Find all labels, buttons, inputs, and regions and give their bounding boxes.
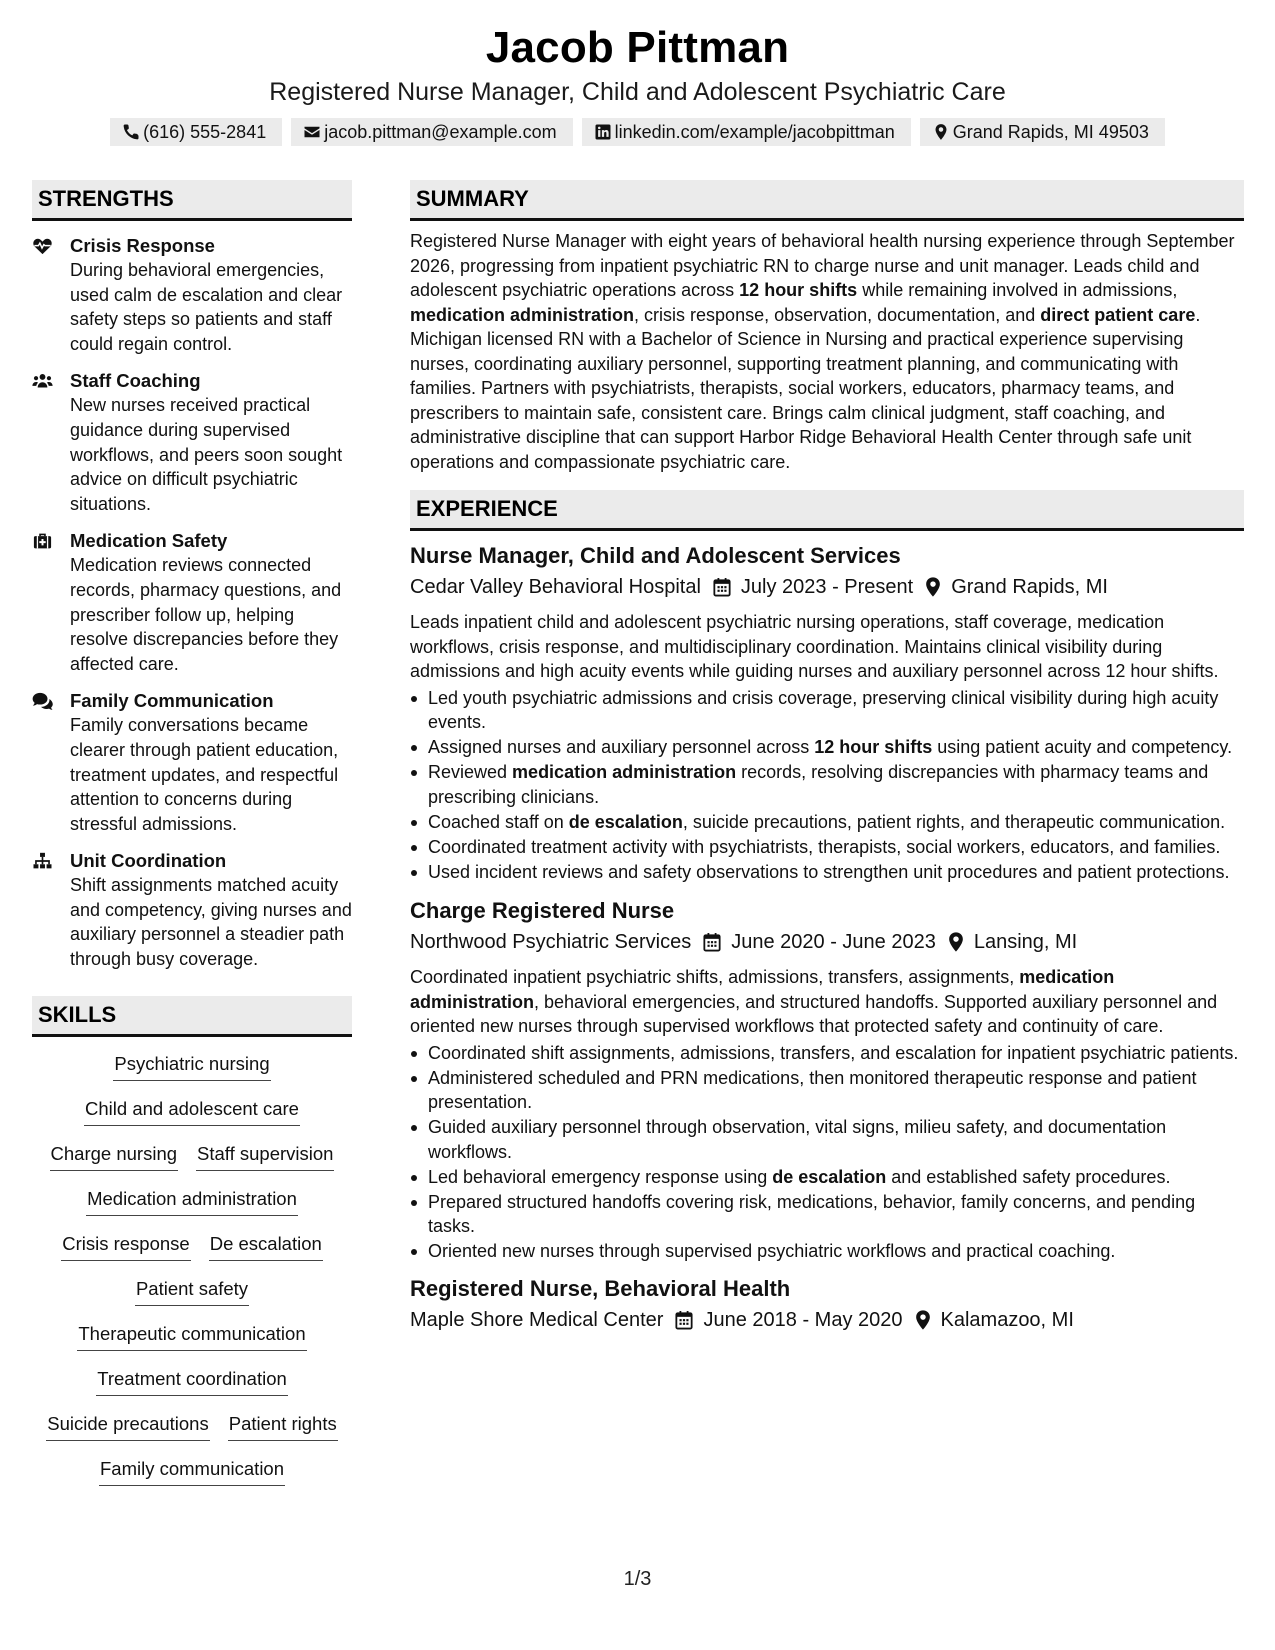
skills-list — [32, 1051, 352, 1501]
strength-desc: Family conversations became clearer through patient education, treatment updates, and respectful attention to concerns during stressful admissions. — [70, 715, 339, 834]
job-dates: July 2023 - Present — [740, 576, 914, 598]
linkedin-icon — [594, 123, 612, 141]
skill-tag: Medication administration — [86, 1186, 298, 1216]
skill-row — [86, 1186, 298, 1231]
bullet-item: Guided auxiliary personnel through observation, vital signs, milieu safety, and documentation workflows. — [410, 1115, 1244, 1164]
bullet-item: Prepared structured handoffs covering risk, medications, behavior, family concerns, and pending tasks. — [410, 1190, 1244, 1239]
job-bullets — [410, 686, 1244, 885]
skill-row — [50, 1141, 335, 1186]
calendar-icon — [713, 577, 731, 597]
job-meta — [410, 1305, 1244, 1335]
map-pin-icon — [925, 577, 941, 597]
summary-heading: SUMMARY — [410, 180, 1244, 221]
skill-tag: Treatment coordination — [96, 1366, 288, 1396]
contact-bar — [0, 118, 1275, 146]
contact-email[interactable] — [291, 118, 572, 146]
job-dates: June 2018 - May 2020 — [703, 1308, 903, 1331]
skill-tag: Staff supervision — [196, 1141, 334, 1171]
comments-icon — [32, 692, 53, 710]
bullet-item: Led behavioral emergency response using de escalation and established safety procedures. — [410, 1165, 1244, 1190]
skill-tag: Patient rights — [228, 1411, 338, 1441]
medkit-icon — [32, 532, 53, 550]
strength-title: Medication Safety — [70, 530, 228, 552]
job-entry — [410, 1274, 1244, 1335]
contact-location — [920, 118, 1165, 146]
resume-header — [0, 20, 1275, 146]
contact-linkedin[interactable] — [582, 118, 911, 146]
bullet-item: Led youth psychiatric admissions and crisis coverage, preserving clinical visibility during high acuity events. — [410, 686, 1244, 735]
job-entry — [410, 541, 1244, 884]
strength-desc: New nurses received practical guidance during supervised workflows, and peers soon sought advice on difficult psychiatric situations. — [70, 395, 343, 514]
skill-tag: Patient safety — [135, 1276, 249, 1306]
location-text: Grand Rapids, MI 49503 — [952, 121, 1149, 142]
experience-heading: EXPERIENCE — [410, 490, 1244, 531]
strength-item — [32, 529, 352, 676]
skill-tag: Suicide precautions — [46, 1411, 209, 1441]
map-pin-icon — [948, 932, 964, 952]
map-pin-icon — [915, 1310, 931, 1330]
skill-tag: Child and adolescent care — [84, 1096, 300, 1126]
candidate-title: Registered Nurse Manager, Child and Adolescent Psychiatric Care — [269, 78, 1006, 106]
bullet-item: Coordinated shift assignments, admissions, transfers, and escalation for inpatient psychiatric patients. — [410, 1041, 1244, 1066]
skill-row — [84, 1096, 300, 1141]
contact-phone — [110, 118, 282, 146]
job-description: Leads inpatient child and adolescent psychiatric nursing operations, staff coverage, medication workflows, crisis response, and multidisciplinary coordination. Maintains clinical visibility during admissions and high acuity events while guiding nurses and auxiliary personnel across 12 hour shifts. — [410, 612, 1219, 681]
skill-row — [61, 1231, 323, 1276]
job-company: Maple Shore Medical Center — [410, 1308, 664, 1331]
bullet-item: Reviewed medication administration records, resolving discrepancies with pharmacy teams and prescribing clinicians. — [410, 760, 1244, 809]
job-title: Nurse Manager, Child and Adolescent Services — [410, 543, 901, 568]
right-column — [410, 180, 1244, 1335]
job-location: Lansing, MI — [973, 931, 1078, 953]
phone-text: (616) 555-2841 — [143, 121, 267, 142]
heart-pulse-icon — [32, 237, 53, 255]
users-icon — [32, 372, 53, 390]
bullet-item: Used incident reviews and safety observations to strengthen unit procedures and patient protections. — [410, 860, 1244, 885]
bullet-item: Oriented new nurses through supervised psychiatric workflows and practical coaching. — [410, 1239, 1244, 1264]
page-number: 1/3 — [623, 1568, 652, 1590]
summary-text: Registered Nurse Manager with eight years of behavioral health nursing experience through September 2026, progressing from inpatient psychiatric RN to charge nurse and unit manager. Leads child and adolescent psychiatric operations across 12 hour shifts while remaining involved in admissions, medication administration, crisis response, observation, documentation, and direct patient care. Michigan licensed RN with a Bachelor of Science in Nursing and practical experience supervising nurses, coordinating auxiliary personnel, supporting treatment planning, and communicating with families. Partners with psychiatrists, therapists, social workers, educators, pharmacy teams, and prescribers to maintain safe, consistent care. Brings calm clinical judgment, staff coaching, and administrative discipline that can support Harbor Ridge Behavioral Health Center through safe unit operations and compassionate psychiatric care. — [410, 231, 1235, 472]
calendar-icon — [675, 1310, 693, 1330]
job-company: Northwood Psychiatric Services — [410, 931, 692, 953]
job-title: Registered Nurse, Behavioral Health — [410, 1275, 791, 1301]
job-dates: June 2020 - June 2023 — [731, 931, 936, 953]
strength-desc: Medication reviews connected records, pharmacy questions, and prescriber follow up, helping resolve discrepancies before they affected care. — [70, 555, 342, 674]
skill-row — [77, 1321, 306, 1366]
skill-tag: Psychiatric nursing — [113, 1051, 270, 1081]
job-location: Kalamazoo, MI — [940, 1308, 1074, 1331]
skill-tag: Family communication — [99, 1456, 285, 1486]
strengths-heading: STRENGTHS — [32, 180, 352, 221]
skill-row — [113, 1051, 270, 1096]
skill-tag: Crisis response — [61, 1231, 191, 1261]
email-text: jacob.pittman@example.com — [324, 121, 557, 142]
sitemap-icon — [32, 852, 53, 870]
strength-item — [32, 849, 352, 971]
map-pin-icon — [932, 123, 950, 141]
job-description: Coordinated inpatient psychiatric shifts, admissions, transfers, assignments, medication administration, behavioral emergencies, and structured handoffs. Supported auxiliary personnel and oriented new nurses through supervised workflows that protected safety and continuity of care. — [410, 967, 1218, 1036]
candidate-name: Jacob Pittman — [485, 23, 790, 72]
phone-icon — [122, 123, 140, 141]
skill-tag: De escalation — [209, 1231, 323, 1261]
strength-title: Unit Coordination — [70, 850, 227, 872]
strength-desc: Shift assignments matched acuity and competency, giving nurses and auxiliary personnel a steadier path through busy coverage. — [70, 875, 352, 970]
skill-row — [135, 1276, 249, 1321]
skill-tag: Charge nursing — [50, 1141, 179, 1171]
skills-heading: SKILLS — [32, 996, 352, 1037]
bullet-item: Administered scheduled and PRN medications, then monitored therapeutic response and patient presentation. — [410, 1066, 1244, 1115]
job-meta — [410, 927, 1244, 957]
job-title: Charge Registered Nurse — [410, 898, 675, 923]
strength-desc: During behavioral emergencies, used calm de escalation and clear safety steps so patients and staff could regain control. — [70, 260, 343, 354]
strength-title: Family Communication — [70, 690, 274, 712]
job-bullets — [410, 1041, 1244, 1264]
strength-item — [32, 234, 352, 356]
calendar-icon — [703, 932, 721, 952]
job-location: Grand Rapids, MI — [951, 576, 1108, 598]
bullet-item: Assigned nurses and auxiliary personnel across 12 hour shifts using patient acuity and competency. — [410, 735, 1244, 760]
envelope-icon — [303, 123, 321, 141]
skill-row — [99, 1456, 285, 1501]
strength-title: Crisis Response — [70, 235, 215, 256]
skill-row — [46, 1411, 337, 1456]
skill-tag: Therapeutic communication — [77, 1321, 306, 1351]
strength-item — [32, 689, 352, 836]
skill-row — [96, 1366, 288, 1411]
linkedin-text: linkedin.com/example/jacobpittman — [614, 121, 895, 142]
left-column — [32, 180, 352, 1501]
bullet-item: Coordinated treatment activity with psychiatrists, therapists, social workers, educators, and families. — [410, 835, 1244, 860]
strength-title: Staff Coaching — [70, 370, 201, 392]
job-entry — [410, 896, 1244, 1264]
strength-item — [32, 369, 352, 516]
job-company: Cedar Valley Behavioral Hospital — [410, 576, 701, 598]
bullet-item: Coached staff on de escalation, suicide precautions, patient rights, and therapeutic communication. — [410, 810, 1244, 835]
job-meta — [410, 572, 1244, 602]
